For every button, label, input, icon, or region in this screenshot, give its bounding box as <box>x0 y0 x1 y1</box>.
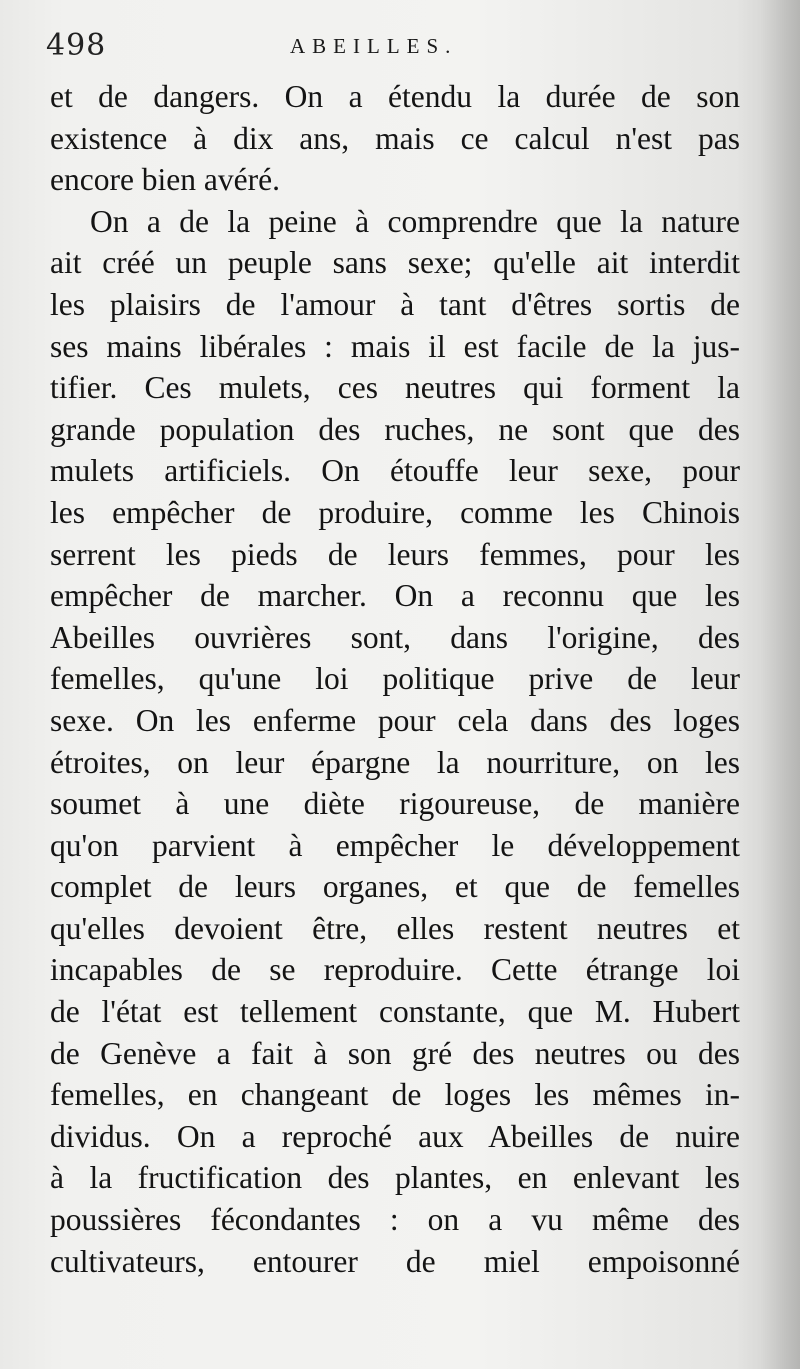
text-line: qu'elles devoient être, elles restent neutres et <box>50 910 740 946</box>
text-line: Abeilles ouvrières sont, dans l'origine, des <box>50 619 740 655</box>
text-line: étroites, on leur épargne la nourriture, on les <box>50 744 740 780</box>
text-line: complet de leurs organes, et que de femelles <box>50 869 740 905</box>
text-line: ait créé un peuple sans sexe; qu'elle ait interdit <box>50 245 740 281</box>
text-line: serrent les pieds de leurs femmes, pour les <box>50 536 740 572</box>
text-line: de l'état est tellement constante, que M. Hubert <box>50 994 740 1030</box>
text-line: sexe. On les enferme pour cela dans des loges <box>50 702 740 738</box>
page-header <box>46 28 746 68</box>
text-line: femelles, qu'une loi politique prive de leur <box>50 661 740 697</box>
text-line: incapables de se reproduire. Cette étrange loi <box>50 952 740 988</box>
text-line: les empêcher de produire, comme les Chinois <box>50 494 740 530</box>
text-line: dividus. On a reproché aux Abeilles de nuire <box>50 1118 740 1154</box>
text-line: et de dangers. On a étendu la durée de son <box>50 79 740 114</box>
text-line: de Genève a fait à son gré des neutres ou des <box>50 1035 740 1071</box>
text-line: grande population des ruches, ne sont que des <box>50 411 740 447</box>
page-number: 498 <box>46 28 107 63</box>
text-line: soumet à une diète rigoureuse, de manière <box>50 786 740 822</box>
text-line: qu'on parvient à empêcher le développement <box>50 827 740 863</box>
text-line: existence à dix ans, mais ce calcul n'est pas <box>50 120 740 156</box>
text-line: poussières fécondantes : on a vu même des <box>50 1202 740 1238</box>
text-line: femelles, en changeant de loges les mêmes in- <box>50 1077 740 1113</box>
text-line: les plaisirs de l'amour à tant d'êtres sortis de <box>50 286 740 322</box>
page-edge-shadow <box>760 0 800 1369</box>
body-text <box>50 76 740 1282</box>
text-line: ses mains libérales : mais il est facile de la jus- <box>50 328 740 364</box>
text-line: empêcher de marcher. On a reconnu que les <box>50 578 740 614</box>
text-line: cultivateurs, entourer de miel empoisonné <box>50 1243 740 1279</box>
text-line: tifier. Ces mulets, ces neutres qui forment la <box>50 370 740 406</box>
running-head: ABEILLES. <box>290 34 458 58</box>
text-line: encore bien avéré. <box>50 162 280 198</box>
text-line: à la fructification des plantes, en enlevant les <box>50 1160 740 1196</box>
paragraph-start-line: On a de la peine à comprendre que la nature <box>90 203 740 239</box>
text-line: mulets artificiels. On étouffe leur sexe, pour <box>50 453 740 489</box>
